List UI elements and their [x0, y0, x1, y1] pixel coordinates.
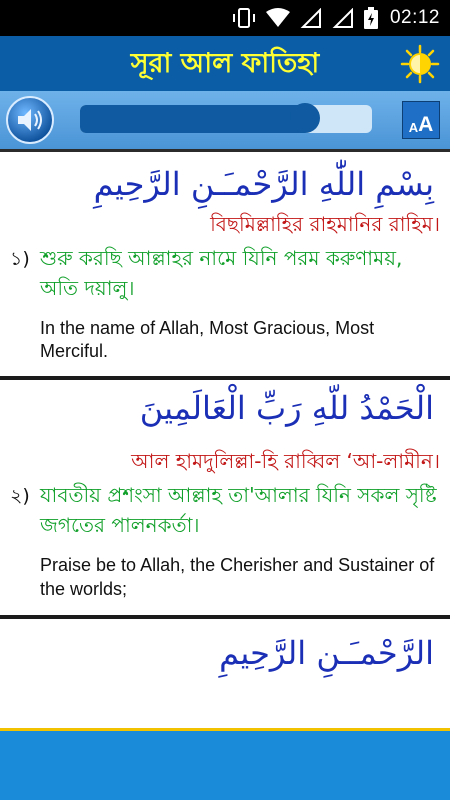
- verse-arabic: الرَّحْمـَـنِ الرَّحِيمِ: [219, 634, 434, 673]
- verse-bangla-meaning: যাবতীয় প্রশংসা আল্লাহ তা'আলার যিনি সকল সৃষ্টি জগতের পালনকর্তা।: [40, 483, 437, 538]
- text-size-small-label: A: [408, 120, 419, 135]
- verse-arabic: بِسْمِ اللّٰهِ الرَّحْمـَـنِ الرَّحِيمِ: [93, 165, 434, 203]
- verse-meaning-row: [10, 480, 440, 540]
- speaker-icon[interactable]: [5, 95, 55, 145]
- text-size-icon[interactable]: [402, 101, 440, 139]
- verse-list[interactable]: [0, 152, 450, 728]
- battery-charging-icon: [364, 7, 378, 29]
- verse-number: ১): [10, 247, 30, 270]
- bottom-bar: [0, 728, 450, 800]
- verse-english-meaning: Praise be to Allah, the Cherisher and Sustainer of the worlds;: [40, 555, 435, 599]
- no-signal-icon: [300, 8, 322, 28]
- audio-player-bar: [0, 91, 450, 152]
- page-title: সূরা আল ফাতিহা: [130, 48, 320, 79]
- verse-transliteration: বিছমিল্লাহির রাহমানির রাহিম।: [210, 211, 440, 236]
- verse-transliteration: আল হামদুলিল্লা-হি রাব্বিল ‘আ-লামীন।: [131, 449, 440, 474]
- sun-moon-icon[interactable]: [400, 44, 440, 84]
- text-size-big-label: A: [418, 113, 434, 136]
- no-signal-icon: [332, 8, 354, 28]
- verse-arabic: الْحَمْدُ للّهِ رَبِّ الْعَالَمِينَ: [139, 388, 434, 427]
- verse-item: [0, 380, 450, 616]
- verse-item: [0, 152, 450, 376]
- verse-number: ২): [10, 485, 30, 508]
- status-time: 02:12: [389, 7, 440, 28]
- audio-progress-fill: [80, 105, 305, 133]
- wifi-icon: [266, 8, 290, 28]
- vibrate-icon: [232, 8, 256, 28]
- title-bar: [0, 36, 450, 91]
- status-bar: [0, 0, 450, 36]
- audio-progress-thumb[interactable]: [290, 103, 320, 133]
- verse-item: [0, 619, 450, 676]
- verse-english-meaning: In the name of Allah, Most Gracious, Most Merciful.: [40, 317, 375, 362]
- verse-meaning-row: [10, 243, 440, 303]
- verse-bangla-meaning: শুরু করছি আল্লাহর নামে যিনি পরম করুণাময়, অতি দয়ালু।: [40, 245, 403, 300]
